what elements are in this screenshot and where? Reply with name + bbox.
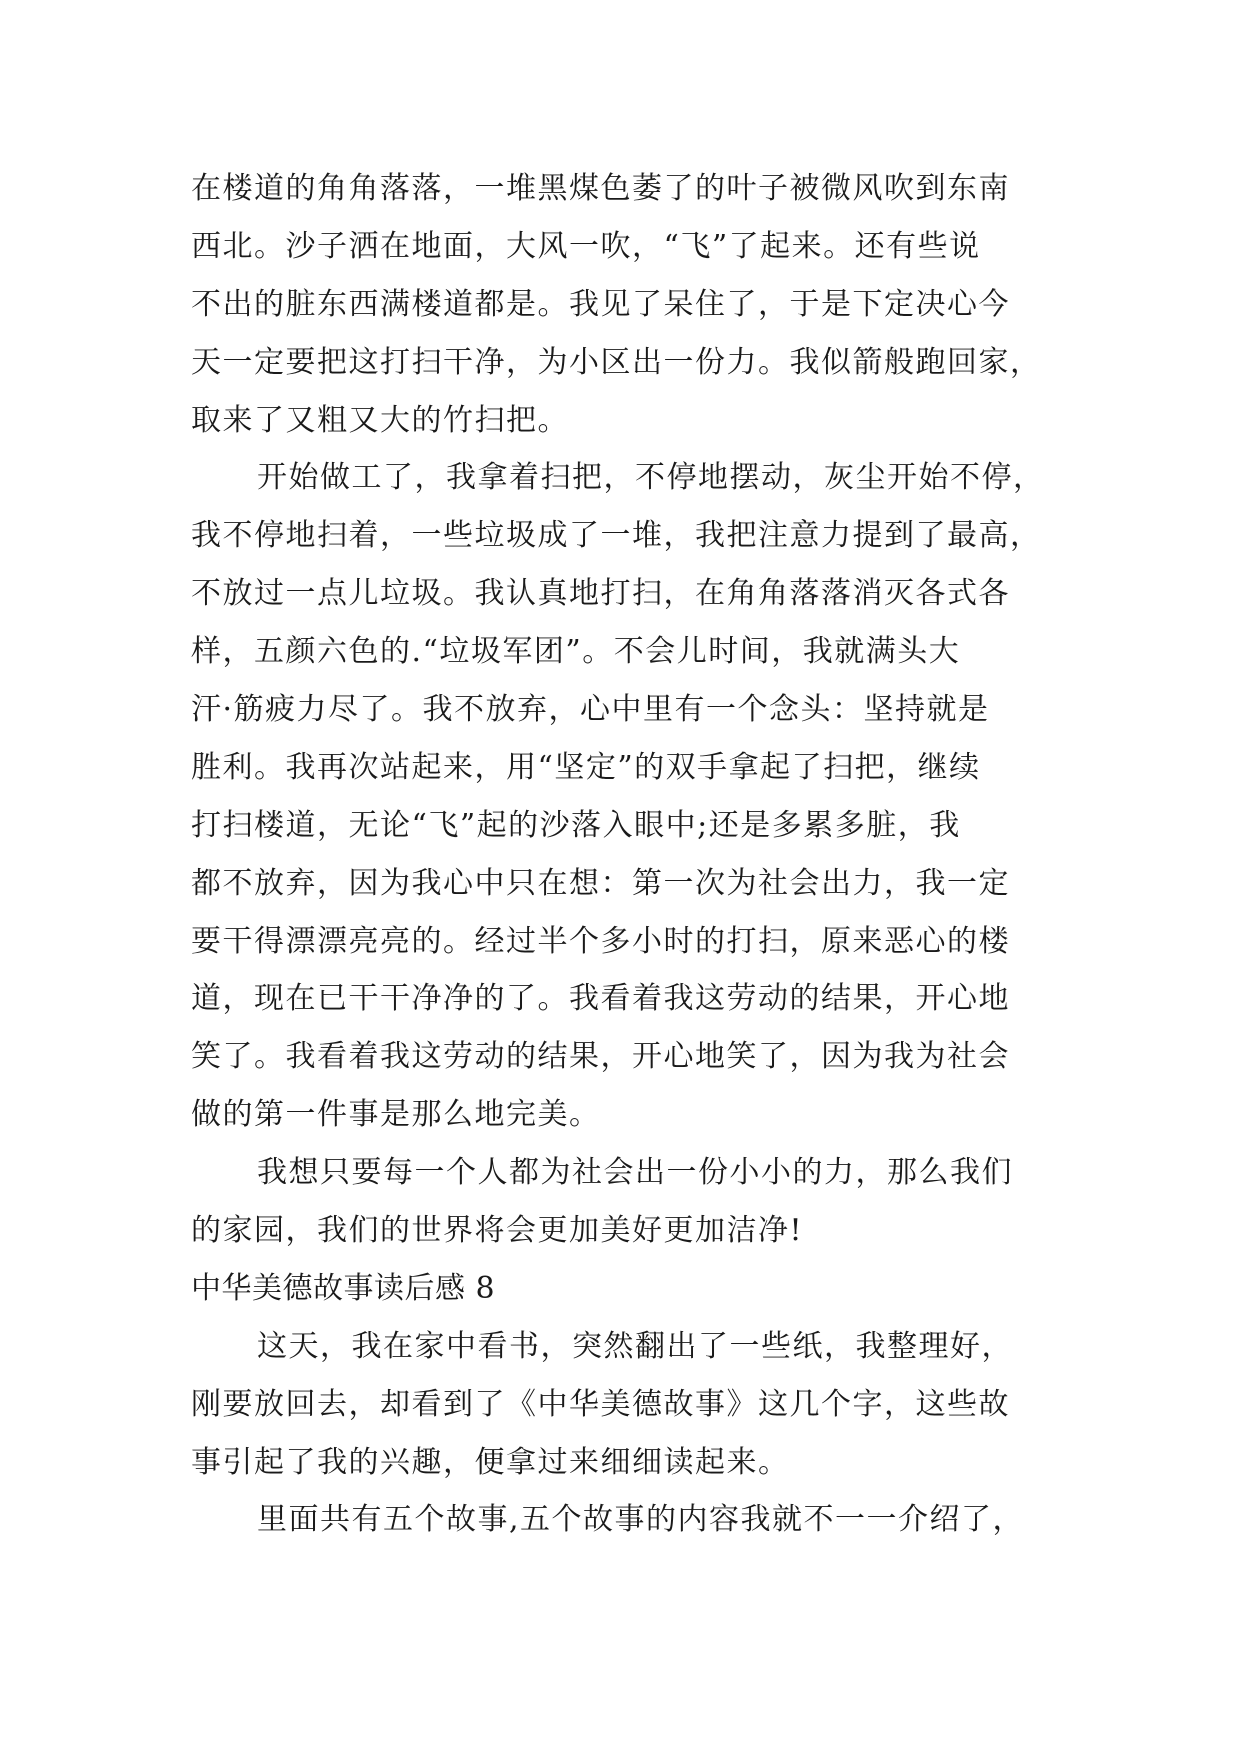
- text-line: 取来了又粗又大的竹扫把。: [191, 402, 569, 438]
- text-line: 打扫楼道，无论“飞”起的沙落入眼中;还是多累多脏，我: [191, 807, 961, 843]
- document-body: [191, 160, 1053, 1549]
- text-line: 不放过一点儿垃圾。我认真地打扫，在角角落落消灭各式各: [191, 576, 1010, 612]
- text-line: 西北。沙子洒在地面，大风一吹，“飞”了起来。还有些说: [191, 228, 981, 264]
- text-line: 我不停地扫着，一些垃圾成了一堆，我把注意力提到了最高，: [191, 518, 1042, 554]
- text-line: 汗·筋疲力尽了。我不放弃，心中里有一个念头：坚持就是: [191, 692, 990, 728]
- text-line: 刚要放回去，却看到了《中华美德故事》这几个字，这些故: [191, 1386, 1010, 1422]
- text-line: 要干得漂漂亮亮的。经过半个多小时的打扫，原来恶心的楼: [191, 923, 1010, 959]
- text-line: 在楼道的角角落落，一堆黑煤色萎了的叶子被微风吹到东南: [191, 171, 1010, 206]
- text-line: 的家园，我们的世界将会更加美好更加洁净!: [191, 1213, 804, 1249]
- paragraph-first-line: 我想只要每一个人都为社会出一份小小的力，那么我们: [257, 1155, 1013, 1191]
- text-line: 道，现在已干干净净的了。我看着我这劳动的结果，开心地: [191, 981, 1010, 1017]
- paragraph-first-line: 这天，我在家中看书，突然翻出了一些纸，我整理好，: [257, 1328, 1013, 1364]
- paragraph-first-line: 里面共有五个故事,五个故事的内容我就不一一介绍了，: [257, 1502, 1025, 1538]
- text-line: 胜利。我再次站起来，用“坚定”的双手拿起了扫把，继续: [191, 749, 981, 785]
- paragraph-first-line: 开始做工了，我拿着扫把，不停地摆动，灰尘开始不停，: [257, 460, 1045, 496]
- text-line: 笑了。我看着我这劳动的结果，开心地笑了，因为我为社会: [191, 1039, 1010, 1075]
- text-line: 不出的脏东西满楼道都是。我见了呆住了，于是下定决心今: [191, 286, 1010, 322]
- text-line: 事引起了我的兴趣，便拿过来细细读起来。: [191, 1444, 790, 1480]
- text-line: 天一定要把这打扫干净，为小区出一份力。我似箭般跑回家，: [191, 344, 1042, 380]
- text-line: 样，五颜六色的.“垃圾军团”。不会儿时间，我就满头大: [191, 634, 961, 670]
- text-line: 做的第一件事是那么地完美。: [191, 1097, 601, 1133]
- section-heading: 中华美德故事读后感 8: [191, 1270, 496, 1306]
- text-line: 都不放弃，因为我心中只在想：第一次为社会出力，我一定: [191, 865, 1010, 901]
